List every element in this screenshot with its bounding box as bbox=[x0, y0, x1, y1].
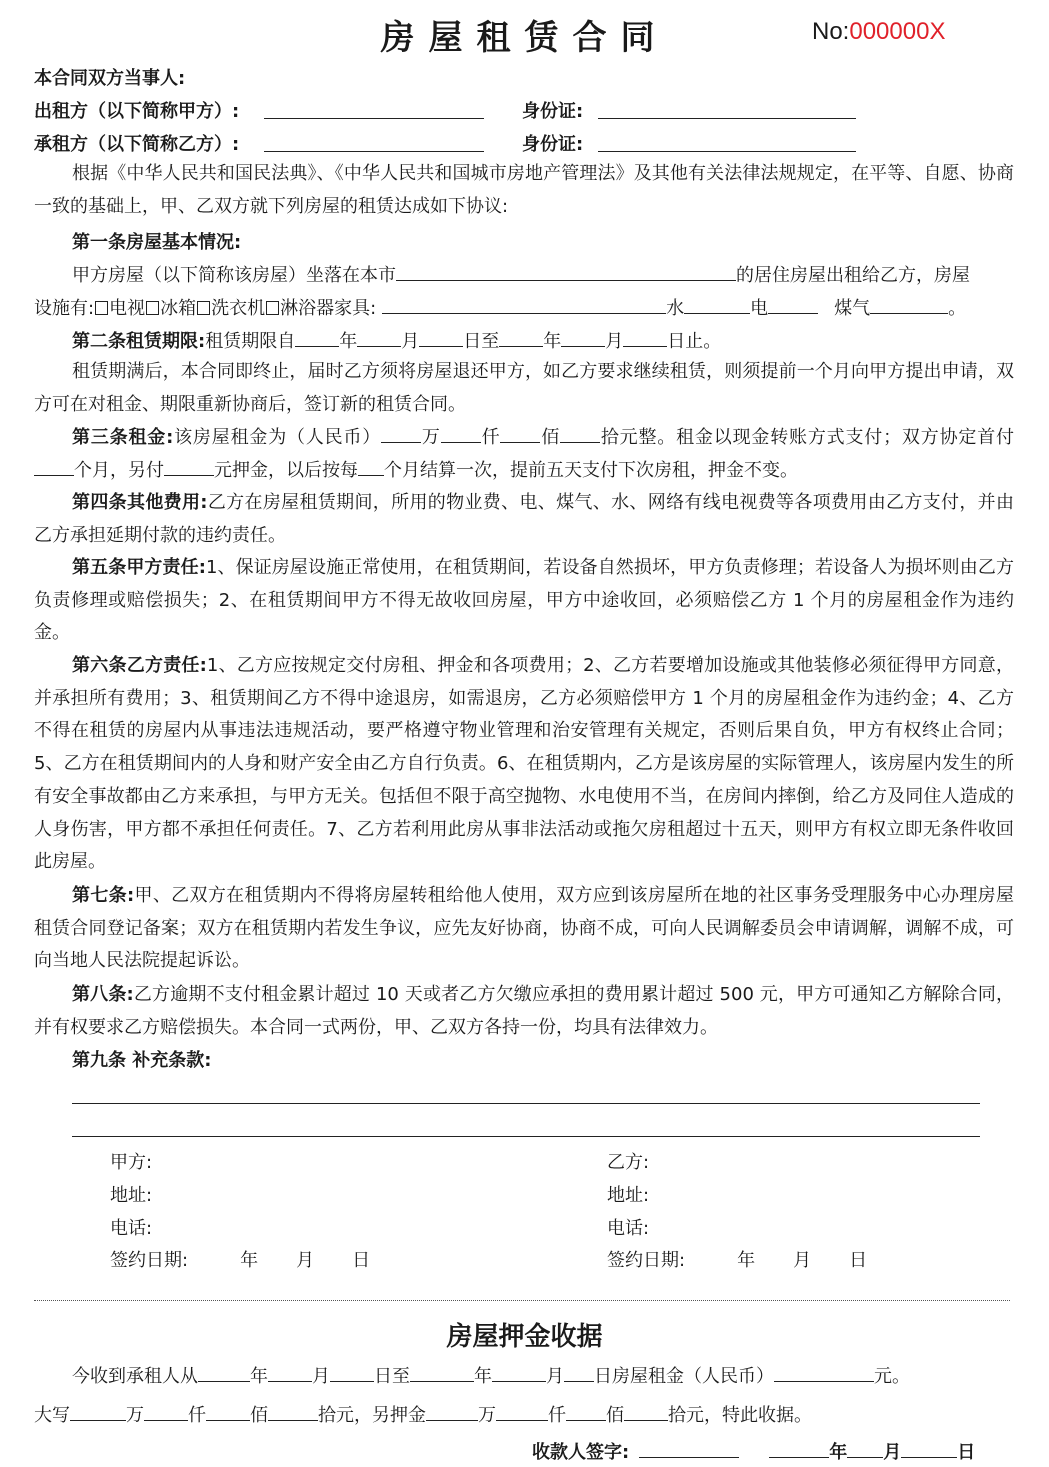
receipt-start-day[interactable] bbox=[330, 1380, 374, 1382]
article-7: 第七条:甲、乙双方在租赁期内不得将房屋转租给他人使用，双方应到该房屋所在地的社区事务受理服务中心办理房屋租赁合同登记备案；双方在租赁期内若发生争议，应先友好协商，协商不成，可向人民调解委员会申请调解，调解不成，可向当地人民法院提起诉讼。 bbox=[34, 885, 1014, 972]
receipt-end-month[interactable] bbox=[492, 1380, 546, 1382]
lessor-name-field[interactable] bbox=[264, 118, 484, 119]
payee-signature-field[interactable] bbox=[639, 1456, 739, 1458]
article-2-period: 第二条租赁期限:租赁期限自 年 月 日至 年 月 日止。 bbox=[72, 331, 722, 352]
sign-date-a: 签约日期: 年 月 日 bbox=[110, 1250, 371, 1271]
article-1-title: 第一条房屋基本情况: bbox=[72, 232, 242, 253]
end-day-field[interactable] bbox=[623, 345, 667, 347]
receipt-sign-day[interactable] bbox=[901, 1456, 957, 1458]
article-6: 第六条乙方责任:1、乙方应按规定交付房租、押金和各项费用；2、乙方若要增加设施或其他装修必须征得甲方同意，并承担所有费用；3、租赁期间乙方不得中途退房，如需退房，乙方必须赔偿甲方 1 个月的房屋租金作为违约金；4、乙方不得在租赁的房屋内从事违法违规活动，要严格遵守物业管理和治安管理有关规定，否则后果自负，甲方有权终止合同；5、乙方在租赁期间内的人身和财产安全由乙方自行负责。6、在租赁期内，乙方是该房屋的实际管理人，该房屋内发生的所有安全事故都由乙方来承担，与甲方无关。包括但不限于高空抛物、水电使用不当，在房间内摔倒，给乙方及同住人造成的人身伤害，甲方都不承担任何责任。7、乙方若利用此房从事非法活动或拖欠房租超过十五天，则甲方有权立即无条件收回此房屋。 bbox=[34, 655, 1015, 873]
checkbox-washer[interactable] bbox=[197, 301, 210, 315]
settle-months-field[interactable] bbox=[358, 474, 384, 476]
receipt-sign-month[interactable] bbox=[847, 1456, 883, 1458]
deposit-field[interactable] bbox=[164, 474, 214, 476]
deposit-shi[interactable] bbox=[624, 1419, 668, 1421]
sign-date-b: 签约日期: 年 月 日 bbox=[607, 1250, 868, 1271]
sign-phone-b: 电话: bbox=[607, 1218, 650, 1239]
lessor-label: 出租方（以下简称甲方）: bbox=[34, 101, 240, 122]
article-1-facilities: 设施有: 电视 冰箱 洗衣机 淋浴器家具: 水 电 煤气 。 bbox=[34, 298, 967, 319]
electricity-field[interactable] bbox=[768, 312, 818, 314]
preamble: 根据《中华人民共和国民法典》、《中华人民共和国城市房地产管理法》及其他有关法律法规规定，在平等、自愿、协商一致的基础上，甲、乙双方就下列房屋的租赁达成如下协议: bbox=[34, 163, 1014, 217]
receipt-signature: 收款人签字: 年 月 日 bbox=[532, 1442, 976, 1463]
parties-intro: 本合同双方当事人: bbox=[34, 68, 186, 89]
lessor-id-field[interactable] bbox=[598, 118, 856, 119]
page-title: 房屋租赁合同 bbox=[380, 18, 669, 58]
sign-phone-a: 电话: bbox=[110, 1218, 153, 1239]
gas-field[interactable] bbox=[870, 312, 948, 314]
receipt-end-year[interactable] bbox=[410, 1380, 474, 1382]
receipt-title: 房屋押金收据 bbox=[446, 1322, 603, 1352]
article-9-title: 第九条 补充条款: bbox=[72, 1050, 212, 1071]
furniture-field[interactable] bbox=[382, 312, 666, 314]
sign-party-b: 乙方: bbox=[607, 1152, 650, 1173]
receipt-start-year[interactable] bbox=[198, 1380, 250, 1382]
receipt-sign-year[interactable] bbox=[769, 1456, 829, 1458]
sign-address-a: 地址: bbox=[110, 1185, 153, 1206]
article-2-text: 租赁期满后，本合同即终止，届时乙方须将房屋退还甲方，如乙方要求继续租赁，则须提前一个月向甲方提出申请，双方可在对租金、期限重新协商后，签订新的租赁合同。 bbox=[34, 361, 1014, 415]
lessee-id-label: 身份证: bbox=[522, 134, 584, 155]
cut-line bbox=[34, 1300, 1010, 1301]
rent-shi-field[interactable] bbox=[560, 441, 600, 443]
receipt-bai[interactable] bbox=[206, 1419, 250, 1421]
sign-address-b: 地址: bbox=[607, 1185, 650, 1206]
deposit-wan[interactable] bbox=[426, 1419, 478, 1421]
deposit-bai[interactable] bbox=[566, 1419, 606, 1421]
rent-qian-field[interactable] bbox=[441, 441, 481, 443]
checkbox-fridge[interactable] bbox=[146, 301, 159, 315]
contract-number: No:000000X bbox=[812, 18, 946, 45]
start-day-field[interactable] bbox=[419, 345, 463, 347]
receipt-amount[interactable] bbox=[774, 1380, 874, 1382]
deposit-qian[interactable] bbox=[496, 1419, 548, 1421]
receipt-end-day[interactable] bbox=[564, 1380, 594, 1382]
article-3: 第三条租金:该房屋租金为（人民币） 万 仟 佰 拾元整。租金以现金转账方式支付；双方协定首付个月，另付 元押金，以后按每 个月结算一次，提前五天支付下次房租，押金不变。 bbox=[34, 422, 1014, 487]
location-field[interactable] bbox=[396, 279, 736, 281]
contract-number-value: 000000X bbox=[849, 18, 946, 45]
water-field[interactable] bbox=[684, 312, 750, 314]
sign-party-a: 甲方: bbox=[110, 1152, 153, 1173]
supplement-line-2[interactable] bbox=[72, 1136, 980, 1137]
article-5: 第五条甲方责任:1、保证房屋设施正常使用，在租赁期间，若设备自然损坏，甲方负责修理；若设备人为损坏则由乙方负责修理或赔偿损失；2、在租赁期间甲方不得无故收回房屋，甲方中途收回，必须赔偿乙方 1 个月的房屋租金作为违约金。 bbox=[34, 557, 1014, 644]
start-month-field[interactable] bbox=[357, 345, 401, 347]
checkbox-shower[interactable] bbox=[266, 301, 279, 315]
receipt-line-1: 今收到承租人从 年 月 日至 年 月 日房屋租金（人民币） 元。 bbox=[72, 1366, 910, 1387]
lessee-name-field[interactable] bbox=[264, 151, 484, 152]
checkbox-tv[interactable] bbox=[95, 301, 108, 315]
receipt-line-2: 大写 万 仟 佰 拾元，另押金 万 仟 佰 拾元，特此收据。 bbox=[34, 1405, 812, 1426]
lessee-id-field[interactable] bbox=[598, 151, 856, 152]
article-1-location: 甲方房屋（以下简称该房屋）坐落在本市 的居住房屋出租给乙方，房屋 bbox=[72, 265, 970, 286]
start-year-field[interactable] bbox=[295, 345, 339, 347]
supplement-line-1[interactable] bbox=[72, 1103, 980, 1104]
rent-wan-field[interactable] bbox=[381, 441, 421, 443]
article-8: 第八条:乙方逾期不支付租金累计超过 10 天或者乙方欠缴应承担的费用累计超过 500 元，甲方可通知乙方解除合同，并有权要求乙方赔偿损失。本合同一式两份，甲、乙双方各持一份，均具有法律效力。 bbox=[34, 984, 1014, 1038]
end-year-field[interactable] bbox=[499, 345, 543, 347]
first-payment-field[interactable] bbox=[34, 474, 74, 476]
rent-bai-field[interactable] bbox=[500, 441, 540, 443]
end-month-field[interactable] bbox=[561, 345, 605, 347]
receipt-qian[interactable] bbox=[144, 1419, 188, 1421]
lessor-id-label: 身份证: bbox=[522, 101, 584, 122]
receipt-shi[interactable] bbox=[268, 1419, 318, 1421]
receipt-wan[interactable] bbox=[70, 1419, 126, 1421]
article-4: 第四条其他费用:乙方在房屋租赁期间，所用的物业费、电、煤气、水、网络有线电视费等各项费用由乙方支付，并由乙方承担延期付款的违约责任。 bbox=[34, 492, 1015, 546]
lessee-label: 承租方（以下简称乙方）: bbox=[34, 134, 240, 155]
receipt-start-month[interactable] bbox=[268, 1380, 312, 1382]
